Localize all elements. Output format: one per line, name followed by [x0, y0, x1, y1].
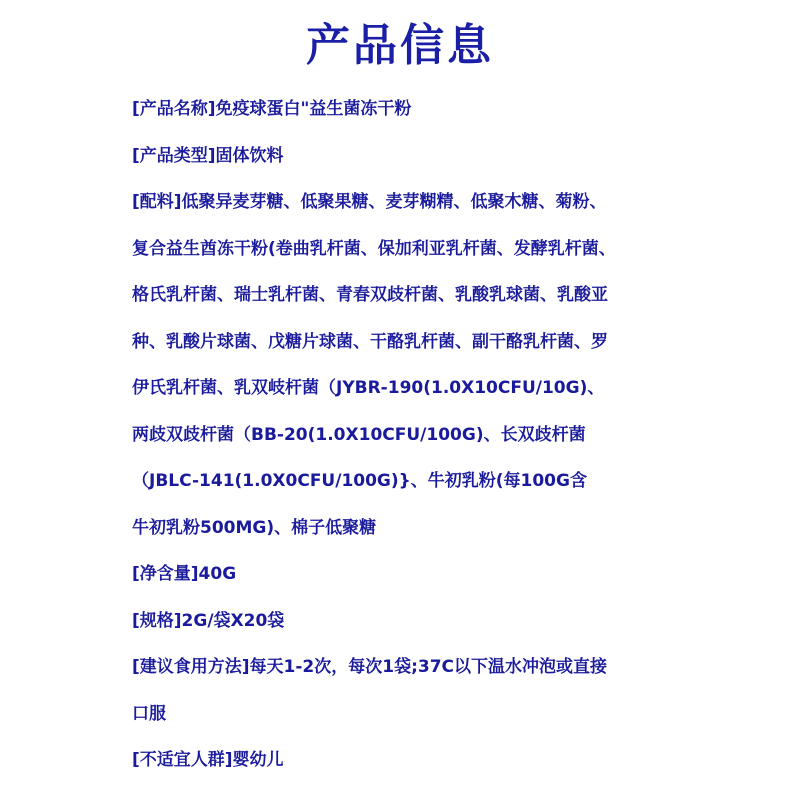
ingredients-line: [配料]低聚异麦芽糖、低聚果糖、麦芽糊精、低聚木糖、菊粉、: [132, 192, 607, 212]
page-title: 产品信息: [306, 20, 494, 71]
product-info-body: [132, 86, 692, 784]
usage-line: 口服: [132, 703, 166, 724]
ingredients-line: 两歧双歧杆菌（BB-20(1.0X10CFU/100G)、长双歧杆菌: [132, 424, 586, 445]
product-type-line: [产品类型]固体饮料: [132, 145, 284, 166]
net-content-line: [净含量]40G: [132, 564, 237, 584]
specification-line: [规格]2G/袋X20袋: [132, 610, 285, 631]
ingredients-line: 伊氏乳杆菌、乳双岐杆菌（JYBR-190(1.0X10CFU/10G)、: [132, 378, 605, 398]
ingredients-line: 格氏乳杆菌、瑞士乳杆菌、青春双歧杆菌、乳酸乳球菌、乳酸亚: [132, 285, 608, 305]
unsuitable-group-line: [不适宜人群]婴幼儿: [132, 750, 284, 770]
ingredients-line: 复合益生酋冻干粉(卷曲乳杆菌、保加利亚乳杆菌、发酵乳杆菌、: [132, 238, 616, 259]
ingredients-line: （JBLC-141(1.0X0CFU/100G)}、牛初乳粉(每100G含: [132, 471, 587, 491]
ingredients-line: 种、乳酸片球菌、戊糖片球菌、干酪乳杆菌、副干酪乳杆菌、罗: [132, 331, 608, 352]
product-name-line: [产品名称]免疫球蛋白"益生菌冻干粉: [132, 99, 412, 119]
ingredients-line: 牛初乳粉500MG)、棉子低聚糖: [132, 517, 377, 538]
usage-line: [建议食用方法]每天1-2次，每次1袋;37C以下温水冲泡或直接: [132, 657, 608, 677]
